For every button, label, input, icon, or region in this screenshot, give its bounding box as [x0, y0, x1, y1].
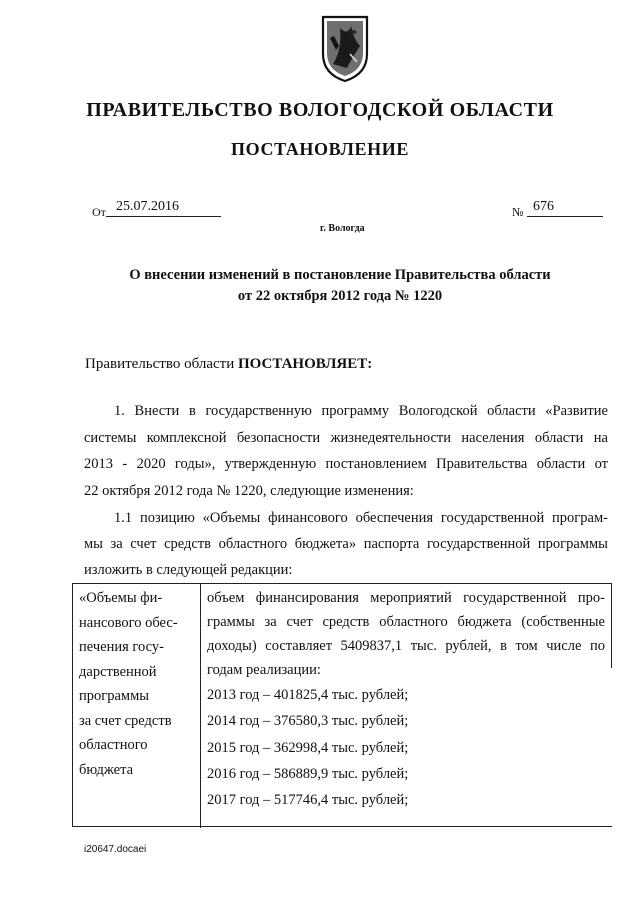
year-amount: 2014 год – 376580,3 тыс. рублей; [207, 713, 409, 730]
word: государственную [205, 403, 312, 419]
word: 1. [114, 403, 125, 419]
word: програм- [552, 510, 608, 526]
file-name: i20647.docaei [84, 844, 147, 855]
p2-line [84, 557, 608, 583]
word: комплексной [146, 429, 227, 446]
word: объем [207, 590, 245, 606]
word: граммы [207, 614, 255, 630]
word: «Объемы [202, 510, 261, 526]
table-column-divider [200, 584, 201, 828]
table-right-cell [207, 586, 605, 813]
word: 5409837,1 [340, 638, 403, 654]
word: финансового [268, 510, 348, 526]
document-date: 25.07.2016 [106, 199, 221, 217]
p1-line [84, 451, 608, 478]
number-label: № [512, 205, 524, 219]
subject-line: от 22 октября 2012 года № 1220 [237, 288, 443, 304]
word: финансирования [255, 590, 359, 606]
word: государственной [440, 510, 545, 526]
word: доходы) [207, 638, 257, 654]
word: числе [546, 638, 582, 654]
subject-line: О внесении изменений в постановление Правительства области [129, 267, 551, 283]
word: областного [218, 536, 288, 552]
year-amount: 2013 год – 401825,4 тыс. рублей; [207, 687, 409, 703]
word: позицию [139, 510, 195, 526]
tr-line [207, 658, 605, 682]
word: Правительства [436, 456, 528, 472]
word: том [515, 638, 538, 654]
word: обеспечения [355, 510, 434, 526]
word: программу [321, 403, 390, 419]
document-type: ПОСТАНОВЛЕНИЕ [231, 139, 409, 159]
word: 2013 [84, 456, 113, 472]
word: изложить в следующей редакции: [84, 562, 293, 578]
word: в [188, 403, 196, 419]
p1-line [84, 478, 608, 505]
financing-table [72, 583, 612, 827]
year-amount: 2017 год – 517746,4 тыс. рублей; [207, 792, 409, 809]
document-number: 676 [527, 199, 603, 217]
word: области [487, 403, 536, 419]
word: программы [537, 536, 608, 552]
p2-line [84, 531, 608, 557]
city-name: г. Вологда [320, 223, 365, 234]
table-left-line: нансового обес- [79, 614, 178, 631]
word: про- [577, 590, 605, 606]
table-left-line: программы [79, 688, 149, 704]
word: бюджета [457, 614, 512, 630]
word: системы [84, 429, 137, 446]
word: средств [164, 536, 212, 552]
word: жизнедеятельности [330, 429, 451, 446]
table-right-border [611, 584, 612, 668]
word: за [264, 614, 277, 630]
word: мероприятий [370, 590, 452, 606]
government-title: ПРАВИТЕЛЬСТВО ВОЛОГОДСКОЙ ОБЛАСТИ [86, 99, 554, 121]
decree-statement [85, 356, 372, 373]
table-left-line: бюджета [79, 761, 134, 778]
word: составляет [265, 638, 333, 654]
word: бюджета» [294, 536, 357, 552]
p2-line [84, 505, 608, 531]
document-subject [90, 265, 590, 307]
word: за [110, 536, 123, 552]
decree-verb: ПОСТАНОВЛЯЕТ: [237, 356, 373, 372]
word: постановлением [325, 456, 427, 472]
word: счет [286, 614, 313, 630]
word: областного [379, 614, 448, 630]
table-left-line: печения госу- [79, 639, 164, 655]
table-left-line: «Объемы фи- [79, 590, 163, 606]
word: 22 октября 2012 года № 1220, следующие изменения: [84, 482, 414, 499]
tr-line [207, 610, 605, 634]
table-left-line: дарственной [79, 663, 157, 680]
word: средств [322, 614, 370, 630]
word: на [593, 429, 608, 446]
year-amount: 2015 год – 362998,4 тыс. рублей; [207, 739, 409, 756]
word: по [589, 638, 605, 654]
year-amount: 2016 год – 586889,9 тыс. рублей; [207, 765, 409, 782]
word: «Развитие [545, 403, 608, 419]
table-left-cell [79, 586, 197, 782]
word: 2020 [136, 456, 166, 472]
word: счет [130, 536, 157, 552]
word: безопасности [236, 429, 321, 446]
paragraph-1-1 [84, 505, 608, 583]
word: Внести [134, 403, 180, 419]
word: годы», [174, 456, 216, 472]
p1-line [84, 398, 608, 425]
word: паспорта [363, 536, 420, 552]
table-left-line: областного [79, 737, 148, 753]
coat-of-arms-icon [320, 14, 370, 84]
paragraph-1 [84, 398, 608, 504]
word: тыс. [410, 638, 437, 654]
word: области [534, 429, 584, 446]
p1-line [84, 425, 608, 452]
date-label: От [92, 205, 106, 219]
word: государственной [426, 536, 531, 552]
word: годам реализации: [207, 662, 321, 678]
word: области [536, 456, 586, 472]
table-left-line: за счет средств [79, 712, 172, 729]
word: (собственные [521, 614, 605, 630]
word: государственной [463, 590, 567, 606]
word: в [500, 638, 507, 654]
word: от [594, 456, 608, 472]
tr-line [207, 586, 605, 610]
word: Вологодской [398, 403, 478, 419]
word: - [122, 456, 128, 472]
word: мы [84, 536, 103, 552]
word: 1.1 [114, 510, 133, 526]
word: утвержденную [224, 456, 317, 472]
word: населения [461, 429, 525, 446]
tr-line [207, 634, 605, 658]
decree-prefix: Правительство области [85, 356, 235, 372]
word: рублей, [445, 638, 492, 654]
